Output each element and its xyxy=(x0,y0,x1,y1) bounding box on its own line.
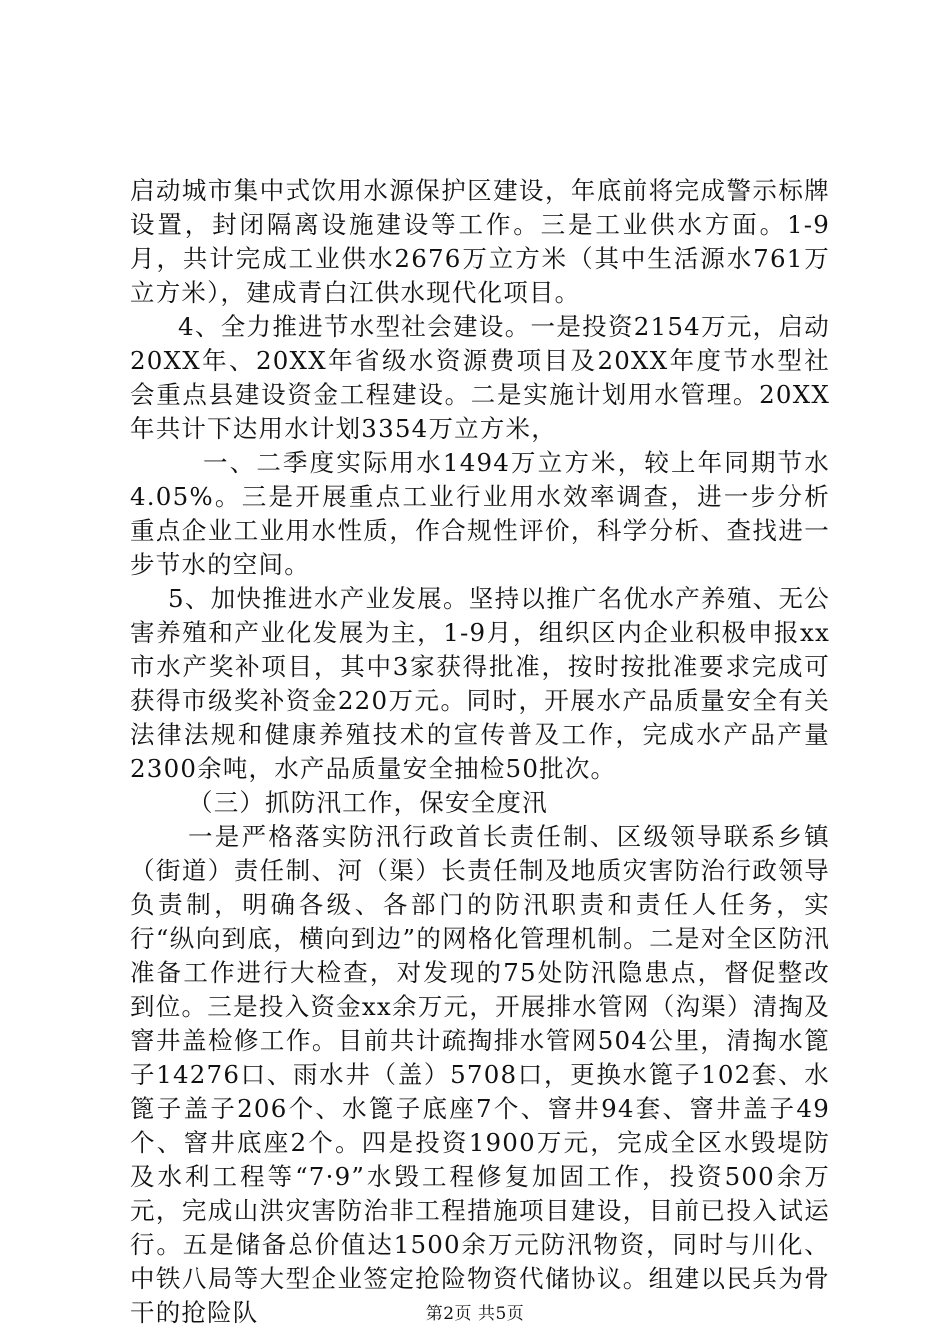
paragraph-water-usage: 一、二季度实际用水1494万立方米，较上年同期节水4.05%。三是开展重点工业行业用水效率调查，进一步分析重点企业工业用水性质，作合规性评价，科学分析、查找进一步节水的空间。 xyxy=(130,448,830,579)
page-number: 第2页 共5页 xyxy=(425,1304,525,1324)
section-heading-flood-control: （三）抓防汛工作，保安全度汛 xyxy=(188,788,548,817)
paragraph-aquaculture: 5、加快推进水产业发展。坚持以推广名优水产养殖、无公害养殖和产业化发展为主，1-9月，组织区内企业积极申报xx市水产奖补项目，其中3家获得批准，按时按批准要求完成可获得市级奖补资金220万元。同时，开展水产品质量安全有关法律法规和健康养殖技术的宣传普及工作，完成水产品产量2300余吨，水产品质量安全抽检50批次。 xyxy=(130,584,830,783)
paragraph-flood-control: 一是严格落实防汛行政首长责任制、区级领导联系乡镇（街道）责任制、河（渠）长责任制及地质灾害防治行政领导负责制，明确各级、各部门的防汛职责和责任人任务，实行“纵向到底，横向到边”的网格化管理机制。二是对全区防汛准备工作进行大检查，对发现的75处防汛隐患点，督促整改到位。三是投入资金xx余万元，开展排水管网（沟渠）清掏及窨井盖检修工作。目前共计疏掏排水管网504公里，清掏水篦子14276口、雨水井（盖）5708口，更换水篦子102套、水篦子盖子206个、水篦子底座7个、窨井94套、窨井盖子49个、窨井底座2个。四是投资1900万元，完成全区水毁堤防及水利工程等“7·9”水毁工程修复加固工作，投资500余万元，完成山洪灾害防治非工程措施项目建设，目前已投入试运行。五是储备总价值达1500余万元防汛物资，同时与川化、中铁八局等大型企业签定抢险物资代储协议。组建以民兵为骨干的抢险队 xyxy=(130,822,830,1327)
paragraph-water-supply: 启动城市集中式饮用水源保护区建设，年底前将完成警示标牌设置，封闭隔离设施建设等工作。三是工业供水方面。1-9月，共计完成工业供水2676万立方米（其中生活源水761万立方米），建成青白江供水现代化项目。 xyxy=(130,176,830,307)
paragraph-water-saving: 4、全力推进节水型社会建设。一是投资2154万元，启动20XX年、20XX年省级水资源费项目及20XX年度节水型社会重点县建设资金工程建设。二是实施计划用水管理。20XX年共计下达用水计划3354万立方米， xyxy=(130,312,830,443)
document-body xyxy=(130,174,830,1330)
